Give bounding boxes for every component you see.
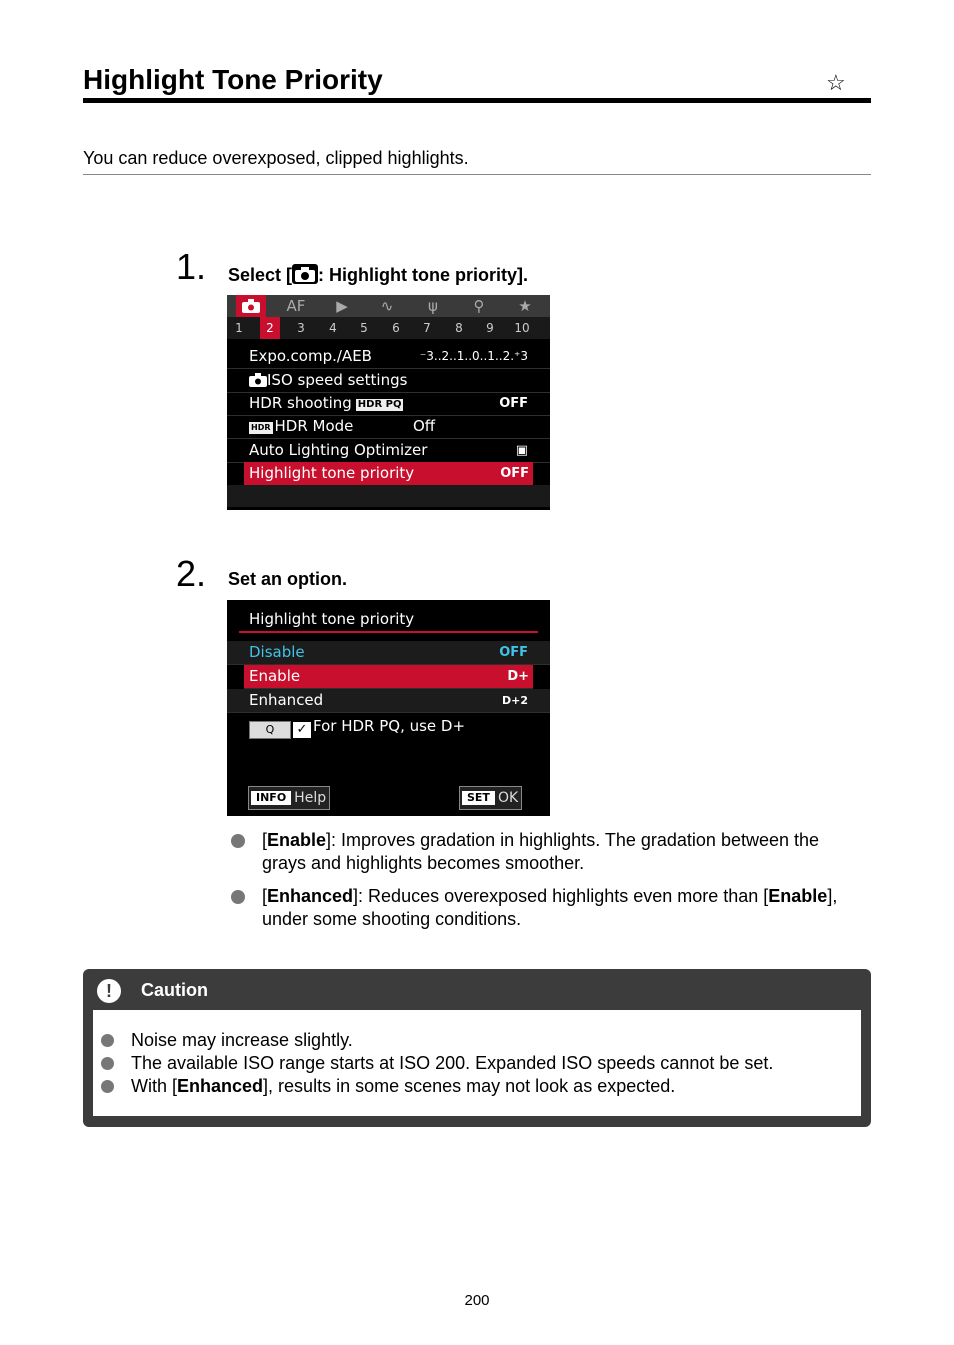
menu-row-label: HDR shooting [249, 394, 352, 412]
caution-item: Noise may increase slightly. [131, 1030, 353, 1050]
bullet-dot [231, 890, 245, 904]
intro-text: You can reduce overexposed, clipped highlights. [83, 148, 469, 168]
page-4[interactable]: 4 [329, 321, 337, 335]
alo-icon: ▣ [515, 443, 528, 458]
menu-row-label-wrap [249, 369, 407, 392]
bullet-dot [101, 1080, 114, 1093]
tab-wireless[interactable]: ∿ [380, 297, 394, 315]
text-bold: Enable [267, 830, 327, 850]
menu-row-value: Off [413, 417, 436, 435]
page-8[interactable]: 8 [455, 321, 463, 335]
info-button-label: Help [294, 790, 327, 806]
tab-shooting[interactable] [236, 295, 266, 317]
bullet-enable-text [262, 829, 862, 875]
caution-icon: ! [97, 979, 121, 1003]
menu-empty-row [227, 485, 550, 507]
page-5[interactable]: 5 [360, 321, 368, 335]
step-2-number: 2. [176, 553, 207, 594]
caution-item [131, 1076, 675, 1097]
hdr-pq-badge: HDR PQ [357, 399, 402, 410]
menu-row-label: Expo.comp./AEB [249, 347, 372, 365]
menu-row-hdr-mode[interactable] [227, 415, 550, 439]
tab-custom[interactable]: ⚲ [473, 297, 485, 315]
camera-option-screen [227, 600, 550, 816]
caution-heading: Caution [141, 980, 208, 1000]
bullet-enhanced-text [262, 885, 862, 931]
page-10[interactable]: 10 [514, 321, 530, 335]
text-fragment: With [ [131, 1076, 178, 1096]
option-value: D+ [507, 669, 529, 684]
title-rule [83, 98, 871, 103]
step-1-text-post: : Highlight tone priority]. [318, 265, 529, 285]
camera-icon [292, 264, 318, 284]
camera-icon [249, 373, 267, 387]
hdr-mode-icon: HDR [251, 423, 271, 432]
option-title-rule [239, 631, 538, 633]
option-label: Enable [249, 667, 301, 685]
option-value: D+2 [501, 694, 528, 707]
star-icon: ☆ [826, 70, 846, 95]
menu-row-value: OFF [500, 466, 529, 481]
menu-row-label: Auto Lighting Optimizer [249, 441, 428, 459]
page-2[interactable]: 2 [260, 317, 280, 339]
menu-row-value: ⁻3..2..1..0..1..2.⁺3 [419, 349, 528, 363]
hdr-pq-checkbox-row[interactable] [249, 717, 465, 739]
option-disable[interactable] [227, 641, 550, 665]
page-number: 200 [464, 1292, 490, 1309]
menu-row-label-wrap [249, 415, 353, 438]
menu-row-hdr-shooting[interactable] [227, 392, 550, 416]
menu-row-label: ISO speed settings [267, 371, 408, 389]
page-3[interactable]: 3 [297, 321, 305, 335]
text-fragment: [ [262, 886, 268, 906]
page-1[interactable]: 1 [235, 321, 243, 335]
menu-row-highlight-tone[interactable] [244, 462, 533, 486]
step-1-number: 1. [176, 246, 207, 287]
menu-row-value: OFF [499, 396, 528, 411]
menu-row-iso-speed[interactable] [227, 369, 550, 393]
text-fragment: [ [262, 830, 268, 850]
text-fragment: ], under some shooting conditions. [262, 886, 838, 929]
tab-setup[interactable]: ψ [428, 297, 438, 315]
camera-menu-screen-1 [227, 295, 550, 510]
set-ok-button[interactable] [459, 786, 522, 810]
menu-page-row [227, 317, 550, 339]
info-key-icon: INFO [251, 791, 291, 805]
set-button-label: OK [497, 790, 519, 806]
info-help-button[interactable] [248, 786, 330, 810]
option-screen-title: Highlight tone priority [249, 610, 415, 628]
quick-control-key-icon: Q [249, 721, 291, 739]
option-label: Enhanced [249, 691, 324, 709]
menu-row-label: Highlight tone priority [249, 464, 415, 482]
page-title: Highlight Tone Priority [83, 64, 383, 95]
tab-playback[interactable]: ▶ [336, 297, 348, 315]
tab-my-menu[interactable]: ★ [518, 297, 532, 315]
set-key-icon: SET [462, 791, 495, 805]
text-bold: Enhanced [177, 1076, 264, 1096]
caution-item: The available ISO range starts at ISO 200. Expanded ISO speeds cannot be set. [131, 1053, 774, 1073]
step-2-text: Set an option. [228, 569, 347, 589]
bullet-dot [101, 1057, 114, 1070]
option-value: OFF [499, 645, 528, 660]
step-1-text [228, 264, 528, 286]
checkbox-label: For HDR PQ, use D+ [313, 717, 466, 735]
option-label: Disable [249, 643, 305, 661]
step-1-text-pre: Select [ [228, 265, 293, 285]
menu-row-label: HDR Mode [274, 417, 354, 435]
text-bold: Enable [768, 886, 828, 906]
text-fragment: ]: Reduces overexposed highlights even more than [ [353, 886, 769, 906]
option-enable[interactable] [244, 665, 533, 689]
camera-icon [242, 299, 260, 313]
option-enhanced[interactable] [227, 689, 550, 713]
checkbox-checked[interactable]: ✓ [293, 722, 311, 738]
intro-rule [83, 174, 871, 175]
text-fragment: ], results in some scenes may not look as expected. [263, 1076, 676, 1096]
page-9[interactable]: 9 [486, 321, 494, 335]
menu-row-label-wrap [249, 392, 403, 415]
tab-af[interactable]: AF [286, 297, 306, 315]
page-6[interactable]: 6 [392, 321, 400, 335]
text-bold: Enhanced [267, 886, 354, 906]
menu-row-auto-lighting[interactable] [227, 439, 550, 463]
page-7[interactable]: 7 [423, 321, 431, 335]
bullet-dot [101, 1034, 114, 1047]
text-fragment: ]: Improves gradation in highlights. The gradation between the grays and highlights becomes smoother. [262, 830, 820, 873]
menu-row-expo-comp[interactable] [227, 345, 550, 369]
bullet-dot [231, 834, 245, 848]
menu-tab-bar [227, 295, 550, 317]
